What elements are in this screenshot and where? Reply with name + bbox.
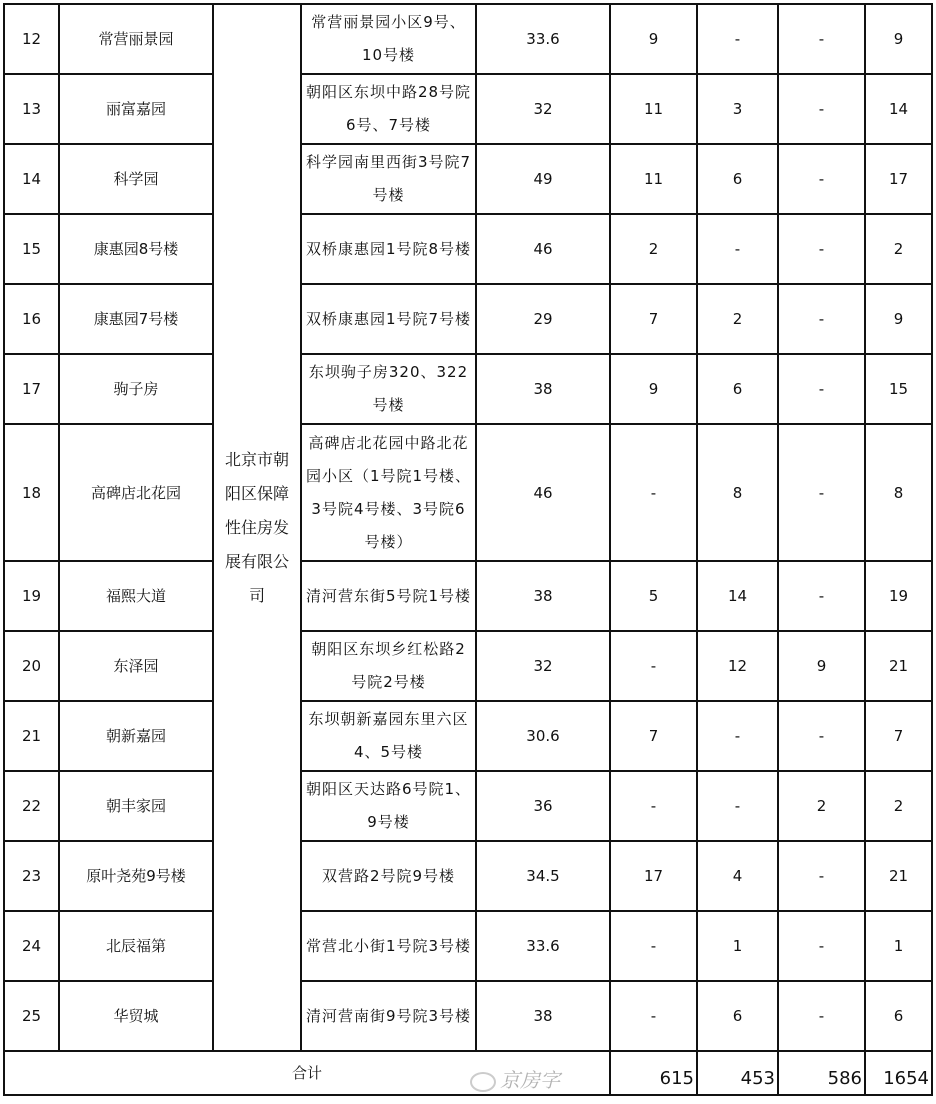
unit-area: 34.5 bbox=[476, 841, 610, 911]
table-row bbox=[4, 631, 932, 701]
address: 清河营南街9号院3号楼 bbox=[301, 981, 476, 1051]
count-2: 6 bbox=[697, 981, 778, 1051]
count-1: 9 bbox=[610, 354, 697, 424]
count-2: 6 bbox=[697, 354, 778, 424]
project-name: 北辰福第 bbox=[59, 911, 213, 981]
row-number: 13 bbox=[4, 74, 59, 144]
count-3: - bbox=[778, 214, 865, 284]
unit-area: 49 bbox=[476, 144, 610, 214]
count-2: - bbox=[697, 701, 778, 771]
address: 高碑店北花园中路北花园小区（1号院1号楼、3号院4号楼、3号院6号楼） bbox=[301, 424, 476, 561]
row-number: 14 bbox=[4, 144, 59, 214]
count-1: - bbox=[610, 771, 697, 841]
unit-area: 32 bbox=[476, 74, 610, 144]
table-row bbox=[4, 424, 932, 561]
row-total: 9 bbox=[865, 284, 932, 354]
count-1: 17 bbox=[610, 841, 697, 911]
project-name: 康惠园8号楼 bbox=[59, 214, 213, 284]
count-3: - bbox=[778, 4, 865, 74]
row-total: 2 bbox=[865, 771, 932, 841]
project-name: 华贸城 bbox=[59, 981, 213, 1051]
count-2: - bbox=[697, 771, 778, 841]
address: 双桥康惠园1号院8号楼 bbox=[301, 214, 476, 284]
table-row bbox=[4, 4, 932, 74]
count-2: 8 bbox=[697, 424, 778, 561]
address: 朝阳区东坝乡红松路2号院2号楼 bbox=[301, 631, 476, 701]
project-name: 东泽园 bbox=[59, 631, 213, 701]
address: 科学园南里西街3号院7号楼 bbox=[301, 144, 476, 214]
row-total: 9 bbox=[865, 4, 932, 74]
row-total: 1 bbox=[865, 911, 932, 981]
count-2: - bbox=[697, 214, 778, 284]
watermark-text: 京房字 bbox=[500, 1068, 560, 1092]
count-2: 2 bbox=[697, 284, 778, 354]
project-name: 高碑店北花园 bbox=[59, 424, 213, 561]
count-2: 12 bbox=[697, 631, 778, 701]
count-1: 7 bbox=[610, 701, 697, 771]
unit-area: 33.6 bbox=[476, 4, 610, 74]
count-1: 2 bbox=[610, 214, 697, 284]
table-row bbox=[4, 74, 932, 144]
count-1: 5 bbox=[610, 561, 697, 631]
count-1: - bbox=[610, 631, 697, 701]
row-number: 12 bbox=[4, 4, 59, 74]
count-2: 6 bbox=[697, 144, 778, 214]
count-3: - bbox=[778, 354, 865, 424]
project-name: 福熙大道 bbox=[59, 561, 213, 631]
row-number: 22 bbox=[4, 771, 59, 841]
unit-area: 32 bbox=[476, 631, 610, 701]
unit-area: 46 bbox=[476, 214, 610, 284]
address: 朝阳区东坝中路28号院6号、7号楼 bbox=[301, 74, 476, 144]
project-name: 科学园 bbox=[59, 144, 213, 214]
unit-area: 29 bbox=[476, 284, 610, 354]
address: 东坝驹子房320、322号楼 bbox=[301, 354, 476, 424]
table-row bbox=[4, 354, 932, 424]
count-3: - bbox=[778, 841, 865, 911]
count-1: - bbox=[610, 911, 697, 981]
count-2: 14 bbox=[697, 561, 778, 631]
count-3: - bbox=[778, 284, 865, 354]
address: 清河营东街5号院1号楼 bbox=[301, 561, 476, 631]
unit-area: 33.6 bbox=[476, 911, 610, 981]
row-total: 15 bbox=[865, 354, 932, 424]
count-3: - bbox=[778, 911, 865, 981]
count-3: - bbox=[778, 144, 865, 214]
row-number: 24 bbox=[4, 911, 59, 981]
count-3: - bbox=[778, 981, 865, 1051]
address: 常营北小街1号院3号楼 bbox=[301, 911, 476, 981]
count-3: - bbox=[778, 561, 865, 631]
count-1: 11 bbox=[610, 74, 697, 144]
table-row bbox=[4, 561, 932, 631]
table-row bbox=[4, 701, 932, 771]
count-3: - bbox=[778, 701, 865, 771]
project-name: 常营丽景园 bbox=[59, 4, 213, 74]
row-number: 15 bbox=[4, 214, 59, 284]
count-3: 9 bbox=[778, 631, 865, 701]
totals-c3: 586 bbox=[778, 1051, 865, 1095]
unit-area: 38 bbox=[476, 354, 610, 424]
row-number: 21 bbox=[4, 701, 59, 771]
row-number: 18 bbox=[4, 424, 59, 561]
row-number: 19 bbox=[4, 561, 59, 631]
count-1: - bbox=[610, 981, 697, 1051]
totals-c1: 615 bbox=[610, 1051, 697, 1095]
count-2: - bbox=[697, 4, 778, 74]
count-3: - bbox=[778, 424, 865, 561]
address: 东坝朝新嘉园东里六区4、5号楼 bbox=[301, 701, 476, 771]
totals-label: 合计 bbox=[4, 1051, 610, 1095]
table-row bbox=[4, 771, 932, 841]
address: 双营路2号院9号楼 bbox=[301, 841, 476, 911]
row-total: 21 bbox=[865, 841, 932, 911]
housing-table bbox=[3, 3, 933, 1096]
address: 常营丽景园小区9号、10号楼 bbox=[301, 4, 476, 74]
table-row bbox=[4, 284, 932, 354]
row-number: 17 bbox=[4, 354, 59, 424]
count-1: - bbox=[610, 424, 697, 561]
table-row bbox=[4, 981, 932, 1051]
count-2: 4 bbox=[697, 841, 778, 911]
table-row bbox=[4, 911, 932, 981]
count-2: 3 bbox=[697, 74, 778, 144]
row-total: 2 bbox=[865, 214, 932, 284]
project-name: 原叶尧苑9号楼 bbox=[59, 841, 213, 911]
unit-area: 38 bbox=[476, 561, 610, 631]
row-number: 23 bbox=[4, 841, 59, 911]
totals-row bbox=[4, 1051, 932, 1095]
unit-area: 30.6 bbox=[476, 701, 610, 771]
project-name: 驹子房 bbox=[59, 354, 213, 424]
table-row bbox=[4, 144, 932, 214]
address: 朝阳区天达路6号院1、9号楼 bbox=[301, 771, 476, 841]
table-row bbox=[4, 214, 932, 284]
count-1: 7 bbox=[610, 284, 697, 354]
totals-c2: 453 bbox=[697, 1051, 778, 1095]
count-1: 11 bbox=[610, 144, 697, 214]
row-total: 7 bbox=[865, 701, 932, 771]
project-name: 朝新嘉园 bbox=[59, 701, 213, 771]
unit-area: 38 bbox=[476, 981, 610, 1051]
row-total: 8 bbox=[865, 424, 932, 561]
row-total: 21 bbox=[865, 631, 932, 701]
row-total: 14 bbox=[865, 74, 932, 144]
project-name: 丽富嘉园 bbox=[59, 74, 213, 144]
address: 双桥康惠园1号院7号楼 bbox=[301, 284, 476, 354]
totals-total: 1654 bbox=[865, 1051, 932, 1095]
count-2: 1 bbox=[697, 911, 778, 981]
unit-area: 46 bbox=[476, 424, 610, 561]
count-1: 9 bbox=[610, 4, 697, 74]
project-name: 朝丰家园 bbox=[59, 771, 213, 841]
count-3: 2 bbox=[778, 771, 865, 841]
company-cell: 北京市朝阳区保障性住房发展有限公司 bbox=[213, 4, 301, 1051]
table-row bbox=[4, 841, 932, 911]
row-number: 20 bbox=[4, 631, 59, 701]
project-name: 康惠园7号楼 bbox=[59, 284, 213, 354]
unit-area: 36 bbox=[476, 771, 610, 841]
row-number: 16 bbox=[4, 284, 59, 354]
row-total: 17 bbox=[865, 144, 932, 214]
row-total: 6 bbox=[865, 981, 932, 1051]
count-3: - bbox=[778, 74, 865, 144]
row-total: 19 bbox=[865, 561, 932, 631]
row-number: 25 bbox=[4, 981, 59, 1051]
